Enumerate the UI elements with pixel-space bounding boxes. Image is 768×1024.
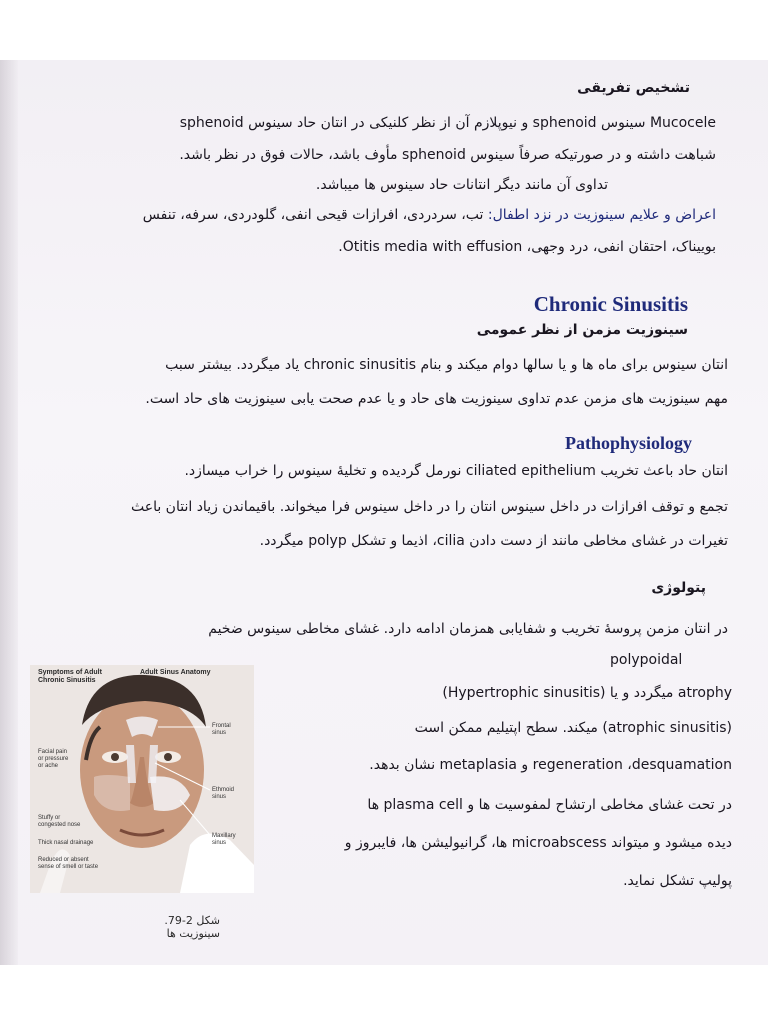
- children-signs-text: تب، سردردی، افرازات قیحی انفی، گلودردی، سرفه، تنفس: [142, 207, 488, 223]
- label-maxillary-sinus: Maxillary sinus: [212, 833, 236, 846]
- patho-line-3: تغیرات در غشای مخاطی مانند از دست دادن cilia، اذیما و تشکل polyp میگردد.: [259, 533, 728, 549]
- label-nasal-drainage: Thick nasal drainage: [38, 840, 94, 846]
- ddx-line-2: شباهت داشته و در صورتیکه صرفاً سینوس sphenoid مأوف باشد، حالات فوق در نظر باشد.: [179, 147, 716, 163]
- pathology-line-2: polypoidal: [610, 652, 683, 668]
- pathology-heading: پتولوژی: [651, 580, 706, 596]
- label-frontal-sinus: Frontal sinus: [212, 723, 231, 736]
- label-facial-pain: Facial pain or pressure or ache: [38, 749, 69, 769]
- chronic-line-2: مهم سینوزیت های مزمن عدم تداوی سینوزیت های حاد و یا عدم صحت یابی سینوزیت های حاد است.: [145, 391, 728, 407]
- pathology-line-7: دیده میشود و میتواند microabscess ها، گرانیولیشن ها، فایبروز و: [344, 835, 732, 851]
- chronic-title: Chronic Sinusitis: [533, 292, 688, 316]
- pathology-line-8: پولیپ تشکل نماید.: [623, 873, 732, 889]
- figure-caption-fa: شکل 2-79. سینوزیت ها: [164, 914, 220, 940]
- pathology-line-1: در انتان مزمن پروسهٔ تخریب و شفایابی همزمان ادامه دارد. غشای مخاطی سینوس ضخیم: [208, 621, 728, 637]
- chronic-line-1: انتان سینوس برای ماه ها و یا سالها دوام میکند و بنام chronic sinusitis یاد میگردد. بیشتر سبب: [165, 357, 728, 373]
- pathology-line-3: atrophy میگردد و یا (Hypertrophic sinusitis): [442, 685, 732, 701]
- ddx-heading: تشخیص تفریقی: [577, 80, 690, 96]
- pathology-line-4: (atrophic sinusitis) میکند. سطح اپتیلیم ممکن است: [414, 720, 732, 736]
- pathology-line-6: در تحت غشای مخاطی ارتشاح لمفوسیت ها و plasma cell ها: [367, 797, 732, 813]
- chronic-subtitle: سینوزیت مزمن از نظر عمومی: [476, 322, 688, 338]
- label-stuffy-nose: Stuffy or congested nose: [38, 815, 81, 828]
- children-signs-line-2: بوییناک، احتقان انفی، درد وجهی، Otitis media with effusion.: [338, 239, 716, 255]
- pathology-line-5: regeneration ،desquamation و metaplasia نشان بدهد.: [369, 757, 732, 773]
- label-ethmoid-sinus: Ethmoid sinus: [212, 787, 235, 800]
- page-edge-shadow: [0, 60, 18, 965]
- figure-caption-right: Adult Sinus Anatomy: [140, 669, 211, 676]
- patho-line-2: تجمع و توقف افرازات در داخل سینوس انتان را در داخل سینوس فرا میخواند. باقیماندن زیاد انتان باعث: [130, 499, 728, 515]
- patho-title: Pathophysiology: [564, 433, 692, 453]
- patho-line-1: انتان حاد باعث تخریب ciliated epithelium نورمل گردیده و تخلیهٔ سینوس را خراب میسازد.: [184, 463, 728, 479]
- ddx-line-3: تداوی آن مانند دیگر انتانات حاد سینوس ها میباشد.: [315, 177, 608, 193]
- children-signs: [26, 200, 716, 230]
- label-smell: Reduced or absent sense of smell or taste: [38, 857, 99, 870]
- ddx-line-1: Mucocele سینوس sphenoid و نیوپلازم آن از نظر کلنیکی در انتان حاد سینوس sphenoid: [179, 115, 716, 131]
- figure-caption-left: Symptoms of Adult Chronic Sinusitis: [38, 669, 102, 684]
- children-signs-label: اعراض و علایم سینوزیت در نزد اطفال:: [487, 207, 716, 223]
- sinusitis-figure: [30, 665, 254, 893]
